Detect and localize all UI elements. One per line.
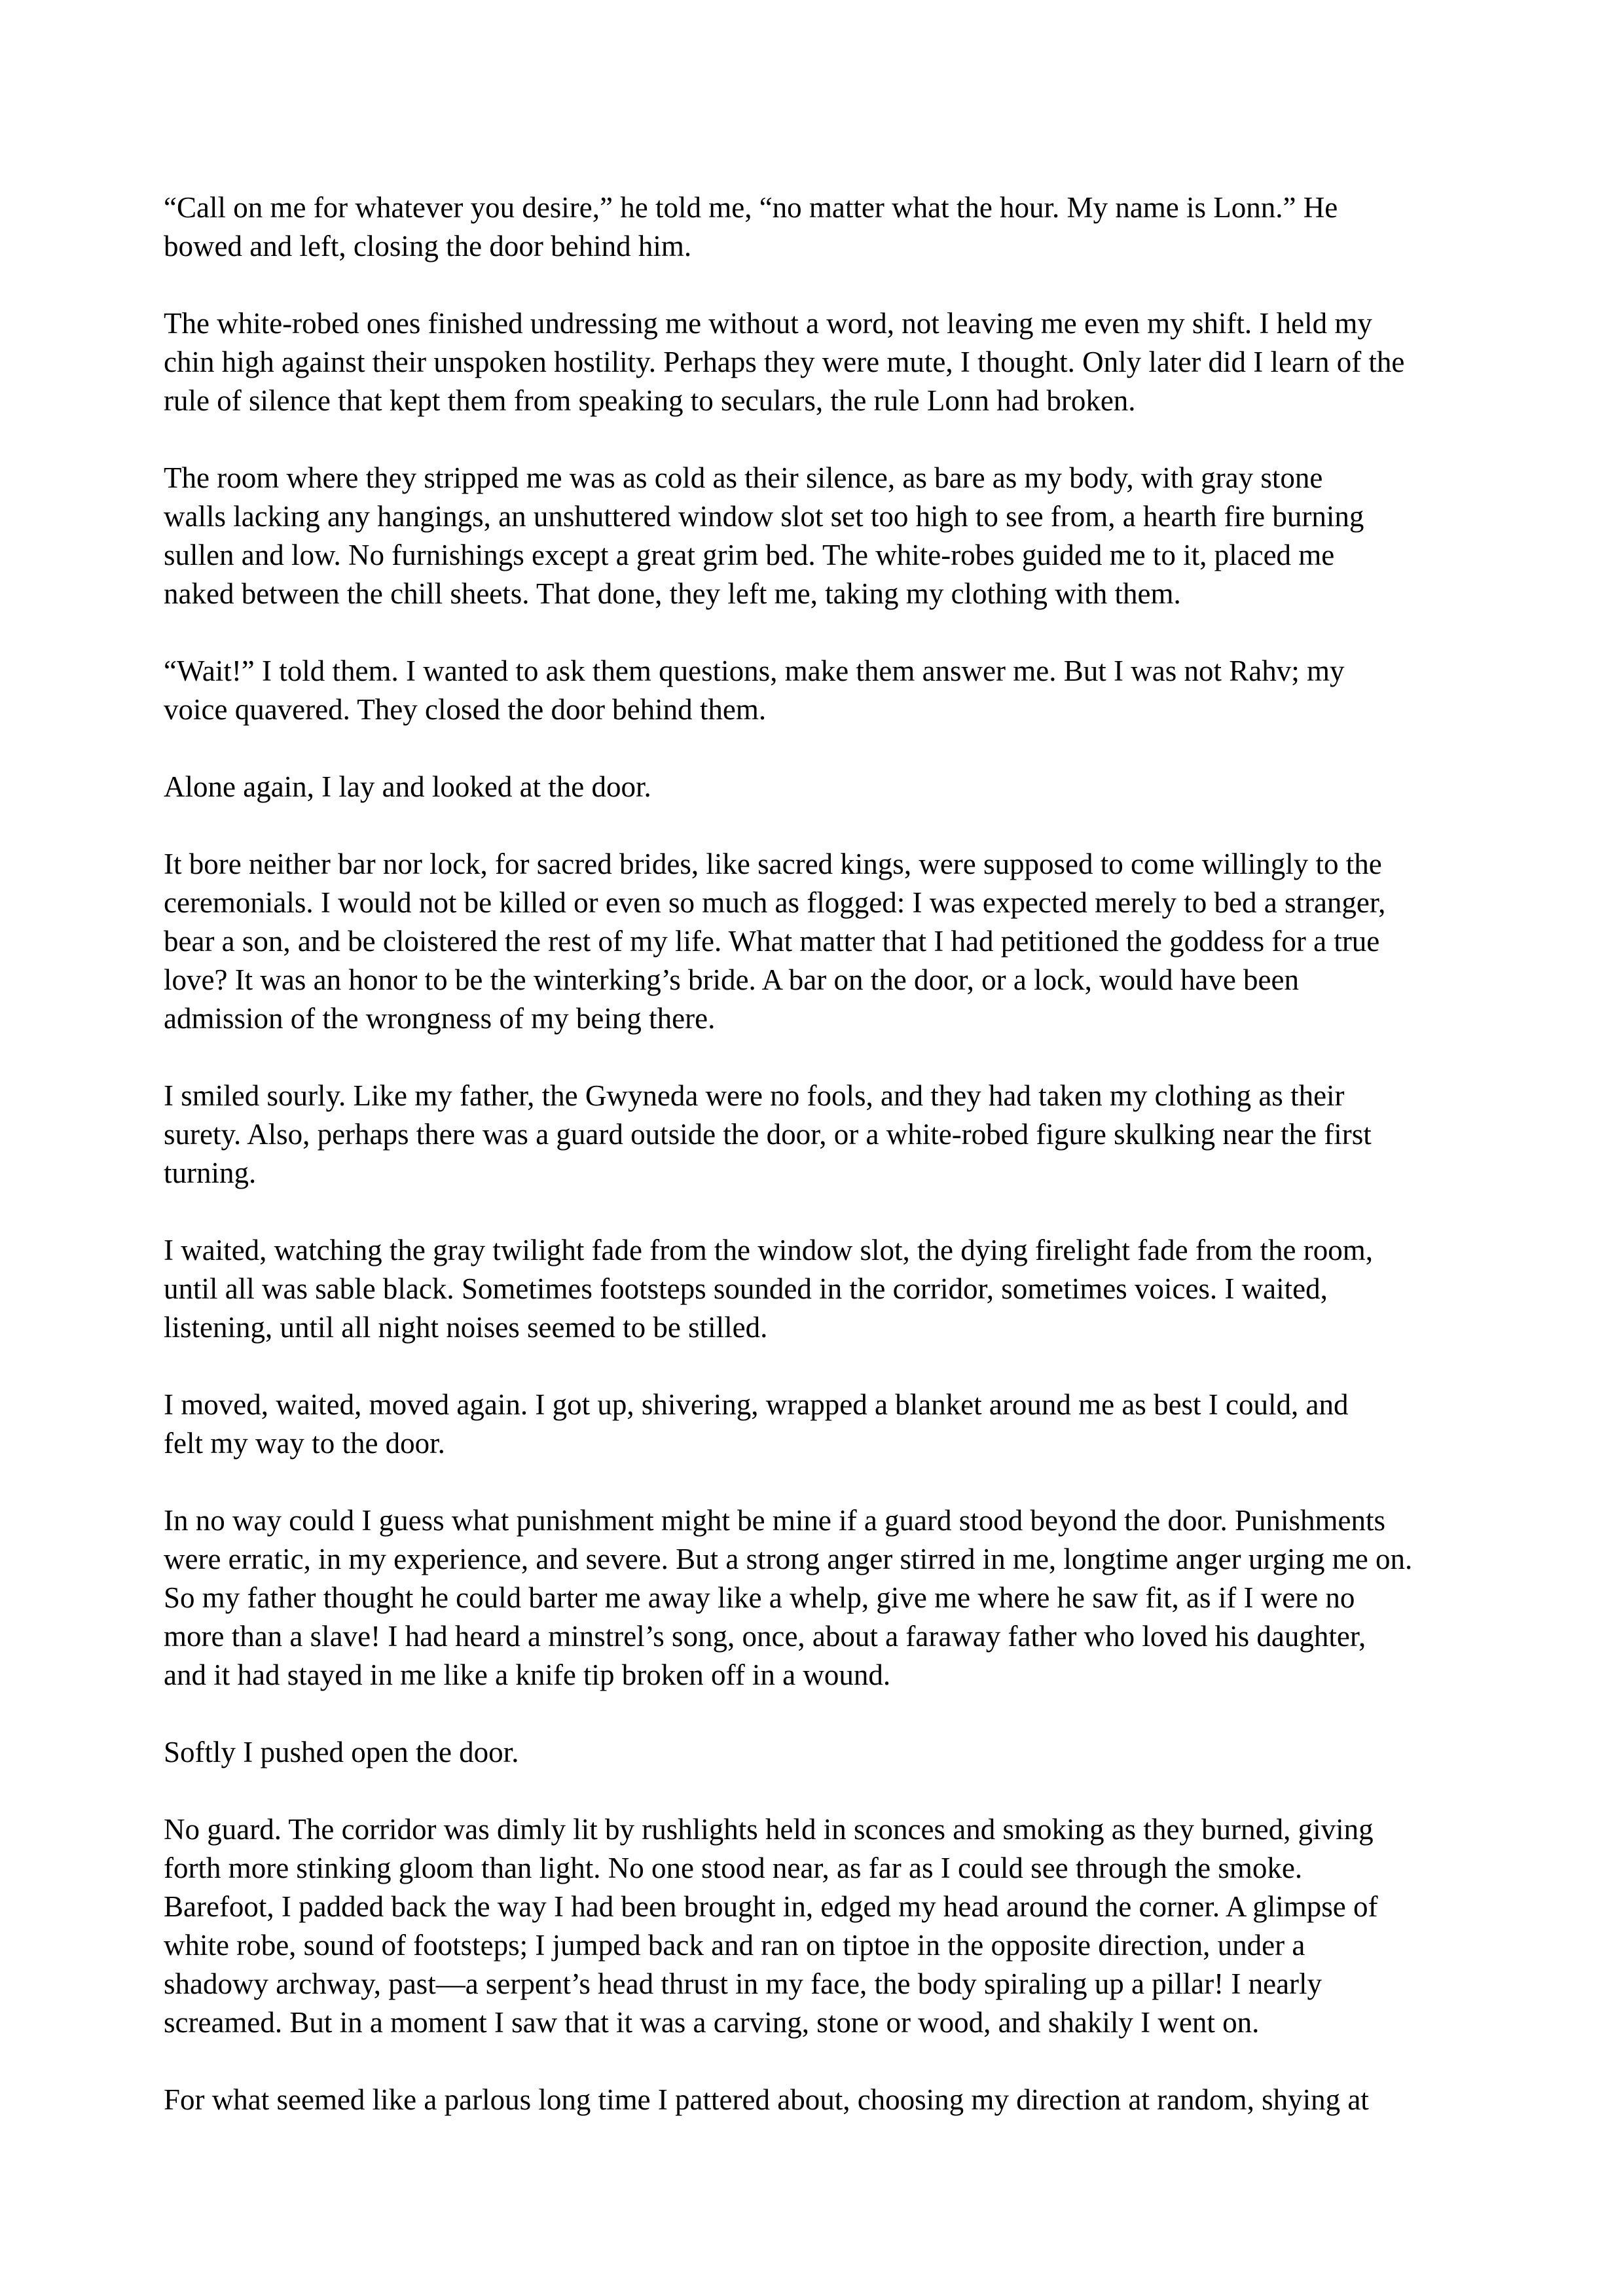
text-line: I waited, watching the gray twilight fade from the window slot, the dying firelight fade from the room, (164, 1234, 1374, 1266)
text-line: The room where they stripped me was as cold as their silence, as bare as my body, with gray stone (164, 461, 1323, 494)
text-line: more than a slave! I had heard a minstrel’s song, once, about a faraway father who loved his daughter, (164, 1620, 1366, 1653)
text-line: In no way could I guess what punishment might be mine if a guard stood beyond the door. Punishments (164, 1504, 1386, 1537)
text-line: I moved, waited, moved again. I got up, shivering, wrapped a blanket around me as best I could, and (164, 1388, 1349, 1421)
text-line: were erratic, in my experience, and severe. But a strong anger stirred in me, longtime anger urging me on. (164, 1543, 1413, 1575)
text-line: ceremonials. I would not be killed or even so much as flogged: I was expected merely to bed a stranger, (164, 886, 1386, 919)
text-line: The white-robed ones finished undressing me without a word, not leaving me even my shift. I held my (164, 307, 1372, 340)
paragraph (164, 1077, 1473, 1193)
paragraph (164, 304, 1473, 420)
text-line: For what seemed like a parlous long time I pattered about, choosing my direction at random, shying at (164, 2083, 1369, 2116)
text-line: It bore neither bar nor lock, for sacred brides, like sacred kings, were supposed to come willingly to the (164, 848, 1382, 880)
text-line: shadowy archway, past—a serpent’s head thrust in my face, the body spiraling up a pillar! I nearly (164, 1967, 1322, 2000)
text-line: forth more stinking gloom than light. No one stood near, as far as I could see through the smoke. (164, 1852, 1303, 1884)
text-line: screamed. But in a moment I saw that it was a carving, stone or wood, and shakily I went on. (164, 2006, 1260, 2039)
paragraph (164, 1231, 1473, 1347)
text-line: rule of silence that kept them from speaking to seculars, the rule Lonn had broken. (164, 384, 1136, 417)
text-line: turning. (164, 1157, 257, 1189)
paragraph (164, 188, 1473, 266)
text-line: admission of the wrongness of my being there. (164, 1002, 716, 1035)
paragraph (164, 845, 1473, 1038)
paragraph (164, 1501, 1473, 1695)
text-line: bowed and left, closing the door behind him. (164, 230, 692, 262)
text-line: No guard. The corridor was dimly lit by rushlights held in sconces and smoking as they burned, giving (164, 1813, 1374, 1846)
text-line: Softly I pushed open the door. (164, 1736, 519, 1768)
text-line: bear a son, and be cloistered the rest of my life. What matter that I had petitioned the goddess for a true (164, 925, 1380, 958)
text-line: and it had stayed in me like a knife tip broken off in a wound. (164, 1659, 891, 1691)
text-line: felt my way to the door. (164, 1427, 445, 1460)
text-line: “Wait!” I told them. I wanted to ask them questions, make them answer me. But I was not Rahv; my (164, 655, 1345, 687)
text-line: So my father thought he could barter me away like a whelp, give me where he saw fit, as if I were no (164, 1581, 1355, 1614)
paragraph (164, 459, 1473, 613)
text-line: voice quavered. They closed the door behind them. (164, 693, 767, 726)
paragraph (164, 2081, 1473, 2119)
text-line: love? It was an honor to be the winterking’s bride. A bar on the door, or a lock, would have been (164, 963, 1299, 996)
paragraph (164, 768, 1473, 806)
text-line: naked between the chill sheets. That done, they left me, taking my clothing with them. (164, 577, 1181, 610)
text-line: Alone again, I lay and looked at the door. (164, 770, 651, 803)
paragraph (164, 1733, 1473, 1772)
paragraph (164, 1386, 1473, 1463)
text-line: until all was sable black. Sometimes footsteps sounded in the corridor, sometimes voices. I waited, (164, 1272, 1328, 1305)
text-line: “Call on me for whatever you desire,” he told me, “no matter what the hour. My name is Lonn.” He (164, 191, 1338, 224)
text-line: Barefoot, I padded back the way I had been brought in, edged my head around the corner. A glimpse of (164, 1890, 1378, 1923)
paragraph (164, 652, 1473, 729)
text-line: I smiled sourly. Like my father, the Gwyneda were no fools, and they had taken my clothing as their (164, 1079, 1345, 1112)
text-line: walls lacking any hangings, an unshuttered window slot set too high to see from, a hearth fire burning (164, 500, 1364, 533)
text-line: chin high against their unspoken hostility. Perhaps they were mute, I thought. Only later did I learn of the (164, 346, 1405, 378)
paragraph (164, 1810, 1473, 2042)
text-line: sullen and low. No furnishings except a great grim bed. The white-robes guided me to it, placed me (164, 539, 1335, 571)
body-text (164, 188, 1473, 2158)
text-line: surety. Also, perhaps there was a guard outside the door, or a white-robed figure skulking near the first (164, 1118, 1372, 1151)
text-line: listening, until all night noises seemed to be stilled. (164, 1311, 768, 1344)
text-line: white robe, sound of footsteps; I jumped back and ran on tiptoe in the opposite direction, under a (164, 1929, 1305, 1962)
